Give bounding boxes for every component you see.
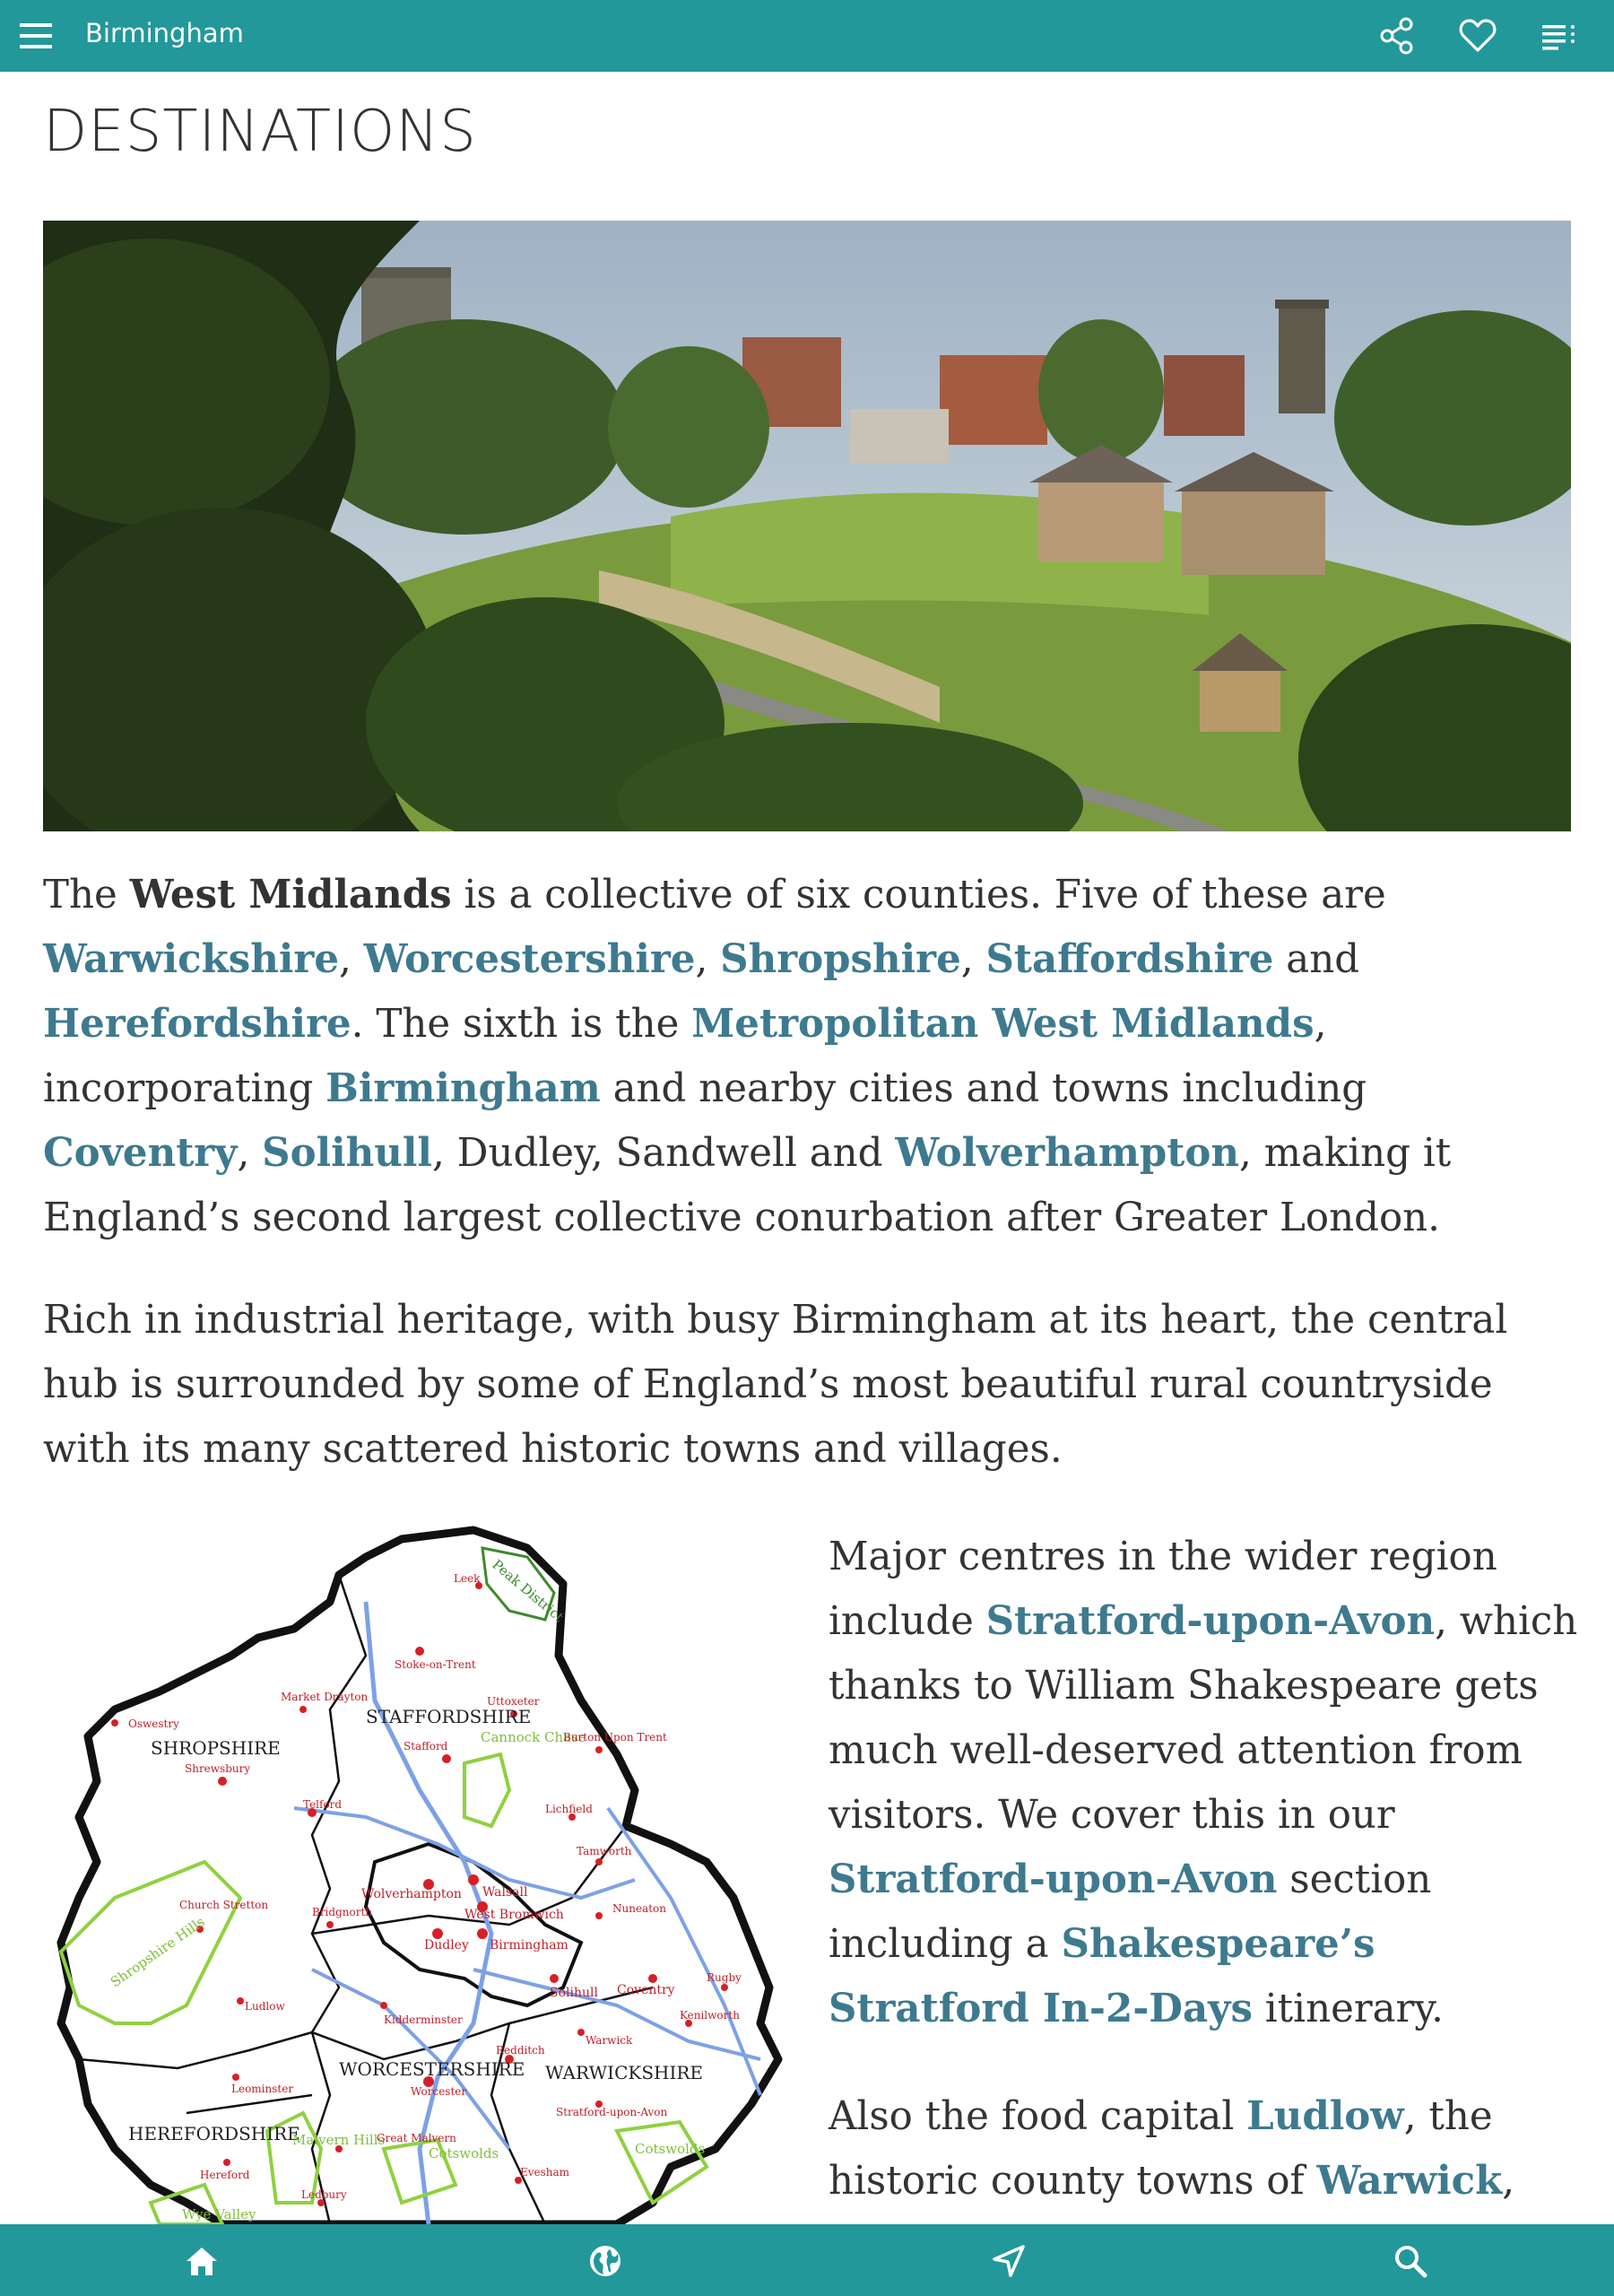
- map-town: Coventry: [617, 1983, 675, 1997]
- map-town: Tamworth: [577, 1845, 632, 1857]
- map-area-malvern-hills: Malvern Hills: [292, 2132, 386, 2148]
- map-town: Stratford-upon-Avon: [556, 2106, 668, 2118]
- map-town: Church Stretton: [179, 1899, 269, 1911]
- link-worcestershire[interactable]: Worcestershire: [363, 936, 696, 982]
- bottom-nav: [0, 2224, 1614, 2296]
- search-icon[interactable]: [1392, 2242, 1429, 2280]
- app-title: Birmingham: [85, 18, 244, 48]
- intro-text: ,: [339, 937, 364, 982]
- map-town: Bridgnorth: [312, 1906, 372, 1918]
- heart-icon[interactable]: [1458, 16, 1497, 56]
- globe-icon[interactable]: [586, 2242, 624, 2280]
- intro-text: ,: [237, 1131, 263, 1176]
- map-town: Walsall: [482, 1885, 528, 1900]
- map-town: Nuneaton: [612, 1902, 666, 1915]
- body-text: , the historic county towns of: [829, 2094, 1493, 2204]
- map-town: Kidderminster: [384, 2013, 463, 2026]
- map-area-peak-district: Peak District: [489, 1556, 568, 1626]
- map-town: Telford: [303, 1798, 343, 1811]
- hero-photo: [43, 221, 1571, 831]
- body-text: Major centres in the wider region include: [829, 1535, 1497, 1644]
- map-town: Great Malvern: [377, 2132, 456, 2144]
- west-midlands-bold: West Midlands: [129, 872, 452, 918]
- link-wolverhampton[interactable]: Wolverhampton: [895, 1130, 1240, 1176]
- map-town: West Bromwich: [464, 1908, 564, 1922]
- map-town: Kenilworth: [680, 2009, 740, 2022]
- food-capital-paragraph: [829, 2084, 1582, 2213]
- map-area-cannock-chase: Cannock Chase: [481, 1729, 586, 1745]
- map-town: Evesham: [520, 2166, 570, 2179]
- map-county-warwickshire: WARWICKSHIRE: [545, 2062, 704, 2083]
- map-town: Ledbury: [301, 2188, 347, 2201]
- intro-text: , Dudley, Sandwell and: [431, 1131, 896, 1176]
- map-town: Lichfield: [545, 1803, 593, 1815]
- link-shakespeares-stratford-in-2-days[interactable]: Shakespeare’s Stratford In-2-Days: [829, 1921, 1375, 2031]
- map-town: Worcester: [411, 2085, 467, 2098]
- page-title: DESTINATIONS: [43, 99, 477, 165]
- link-stratford-section[interactable]: Stratford-upon-Avon: [829, 1857, 1278, 1902]
- map-area-shropshire-hills: Shropshire Hills: [107, 1913, 208, 1991]
- intro-text: , making it England’s second largest collective conurbation after Greater London.: [43, 1131, 1452, 1240]
- map-county-worcestershire: WORCESTERSHIRE: [339, 2058, 525, 2080]
- intro-text: The: [43, 873, 130, 918]
- map-area-cotswolds: Cotswolds: [635, 2141, 706, 2157]
- map-town: Stafford: [404, 1740, 448, 1752]
- map-area-wye-valley: Wye Valley: [182, 2206, 256, 2222]
- link-herefordshire[interactable]: Herefordshire: [43, 1001, 351, 1047]
- navigate-icon[interactable]: [990, 2242, 1028, 2280]
- intro-text: and nearby cities and towns including: [600, 1066, 1367, 1111]
- link-birmingham[interactable]: Birmingham: [325, 1065, 601, 1111]
- west-midlands-map: [43, 1521, 787, 2224]
- map-county-herefordshire: HEREFORDSHIRE: [128, 2123, 300, 2144]
- map-town: Redditch: [496, 2044, 545, 2057]
- link-staffordshire[interactable]: Staffordshire: [985, 936, 1274, 982]
- map-town: Market Drayton: [281, 1691, 369, 1703]
- map-town: Shrewsbury: [185, 1762, 251, 1775]
- map-town: Warwick: [586, 2034, 633, 2047]
- map-town: Rugby: [707, 1971, 742, 1984]
- app-bar: [0, 0, 1614, 72]
- intro-text: ,: [960, 937, 986, 982]
- map-town: Ludlow: [245, 2000, 285, 2013]
- link-warwick[interactable]: Warwick: [1316, 2158, 1503, 2204]
- map-town: Oswestry: [128, 1718, 179, 1730]
- intro-text: is a collective of six counties. Five of these are: [451, 873, 1386, 918]
- map-town: Burton Upon Trent: [563, 1731, 667, 1744]
- intro-text: , incorporating: [43, 1002, 1327, 1111]
- intro-text: and: [1273, 937, 1360, 982]
- map-town: Hereford: [200, 2169, 250, 2181]
- menu-icon[interactable]: [18, 20, 54, 52]
- map-town: Stoke-on-Trent: [395, 1658, 476, 1671]
- map-town: Wolverhampton: [361, 1887, 462, 1901]
- map-county-staffordshire: STAFFORDSHIRE: [366, 1706, 532, 1727]
- link-solihull[interactable]: Solihull: [262, 1130, 432, 1176]
- intro-text: . The sixth is the: [351, 1002, 692, 1047]
- map-town: Birmingham: [490, 1938, 568, 1952]
- home-icon[interactable]: [183, 2242, 221, 2280]
- map-town: Solihull: [550, 1986, 598, 2000]
- intro-paragraph: [43, 863, 1567, 1250]
- link-ludlow[interactable]: Ludlow: [1246, 2093, 1404, 2139]
- body-text: ,: [1502, 2159, 1515, 2204]
- map-town: Leek: [454, 1572, 481, 1585]
- heritage-paragraph: Rich in industrial heritage, with busy Birmingham at its heart, the central hub is surrounded by some of England’s most beautiful rural countryside with its many scattered historic towns and villages.: [43, 1298, 1508, 1472]
- body-text: section including a: [829, 1857, 1432, 1967]
- share-icon[interactable]: [1377, 16, 1417, 56]
- body-text: , which thanks to William Shakespeare gets much well-deserved attention from visitors. We cover this in our: [829, 1599, 1578, 1838]
- map-county-shropshire: SHROPSHIRE: [151, 1737, 281, 1759]
- link-stratford-upon-avon[interactable]: Stratford-upon-Avon: [985, 1598, 1436, 1644]
- map-town: Leominster: [231, 2083, 294, 2095]
- map-town: Uttoxeter: [487, 1695, 540, 1708]
- list-icon[interactable]: [1539, 16, 1578, 56]
- link-coventry[interactable]: Coventry: [43, 1130, 238, 1176]
- map-area-cotswolds: Cotswolds: [429, 2145, 499, 2161]
- body-text: itinerary.: [1252, 1987, 1444, 2031]
- body-text: Also the food capital: [829, 2094, 1247, 2139]
- map-town: Dudley: [424, 1938, 469, 1952]
- link-shropshire[interactable]: Shropshire: [720, 936, 961, 982]
- link-metropolitan-west-midlands[interactable]: Metropolitan West Midlands: [691, 1001, 1315, 1047]
- intro-text: ,: [695, 937, 721, 982]
- link-warwickshire[interactable]: Warwickshire: [43, 936, 340, 982]
- stratford-paragraph: [829, 1525, 1582, 2041]
